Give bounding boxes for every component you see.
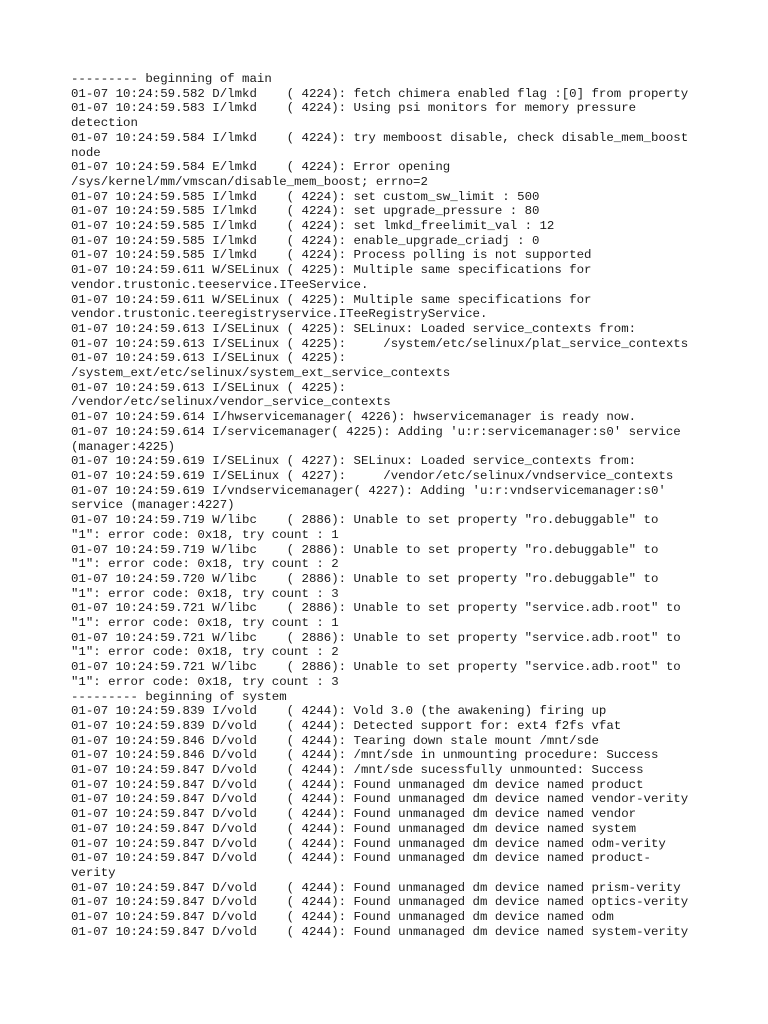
log-line: 01-07 10:24:59.719 W/libc ( 2886): Unable to set property "ro.debuggable" to bbox=[71, 542, 659, 557]
log-line: 01-07 10:24:59.585 I/lmkd ( 4224): enable_upgrade_criadj : 0 bbox=[71, 233, 540, 248]
log-line: 01-07 10:24:59.619 I/vndservicemanager( 4227): Adding 'u:r:vndservicemanager:s0' bbox=[71, 483, 666, 498]
log-line: 01-07 10:24:59.584 I/lmkd ( 4224): try memboost disable, check disable_mem_boost bbox=[71, 130, 689, 145]
log-line: 01-07 10:24:59.613 I/SELinux ( 4225): bbox=[71, 351, 347, 366]
log-line: "1": error code: 0x18, try count : 3 bbox=[71, 586, 339, 601]
log-line: "1": error code: 0x18, try count : 1 bbox=[71, 616, 339, 631]
log-line: 01-07 10:24:59.585 I/lmkd ( 4224): Process polling is not supported bbox=[71, 248, 592, 263]
log-line: 01-07 10:24:59.847 D/vold ( 4244): Found unmanaged dm device named odm bbox=[71, 910, 614, 925]
log-line: 01-07 10:24:59.846 D/vold ( 4244): Tearing down stale mount /mnt/sde bbox=[71, 733, 599, 748]
log-line: 01-07 10:24:59.614 I/hwservicemanager( 4226): hwservicemanager is ready now. bbox=[71, 410, 637, 425]
log-line: 01-07 10:24:59.847 D/vold ( 4244): Found unmanaged dm device named product bbox=[71, 777, 644, 792]
log-line: 01-07 10:24:59.611 W/SELinux ( 4225): Multiple same specifications for bbox=[71, 263, 592, 278]
log-line: /system_ext/etc/selinux/system_ext_service_contexts bbox=[71, 366, 451, 381]
log-line: 01-07 10:24:59.847 D/vold ( 4244): Found unmanaged dm device named system bbox=[71, 821, 637, 836]
log-line: 01-07 10:24:59.614 I/servicemanager( 4225): Adding 'u:r:servicemanager:s0' service bbox=[71, 424, 681, 439]
log-line: verity bbox=[71, 865, 116, 880]
log-line: "1": error code: 0x18, try count : 3 bbox=[71, 674, 339, 689]
log-line: (manager:4225) bbox=[71, 439, 176, 454]
log-line: 01-07 10:24:59.839 I/vold ( 4244): Vold 3.0 (the awakening) firing up bbox=[71, 704, 607, 719]
log-line: 01-07 10:24:59.721 W/libc ( 2886): Unable to set property "service.adb.root" to bbox=[71, 601, 681, 616]
log-line: vendor.trustonic.teeservice.ITeeService. bbox=[71, 277, 369, 292]
log-line: "1": error code: 0x18, try count : 2 bbox=[71, 645, 339, 660]
log-line: 01-07 10:24:59.847 D/vold ( 4244): Found unmanaged dm device named system-verity bbox=[71, 924, 689, 939]
log-line: 01-07 10:24:59.584 E/lmkd ( 4224): Error opening bbox=[71, 160, 451, 175]
log-line: detection bbox=[71, 116, 138, 131]
log-line: /vendor/etc/selinux/vendor_service_contexts bbox=[71, 395, 391, 410]
log-line: 01-07 10:24:59.847 D/vold ( 4244): Found unmanaged dm device named vendor-verity bbox=[71, 792, 689, 807]
log-line: 01-07 10:24:59.719 W/libc ( 2886): Unable to set property "ro.debuggable" to bbox=[71, 513, 659, 528]
log-line: 01-07 10:24:59.847 D/vold ( 4244): Found unmanaged dm device named vendor bbox=[71, 807, 637, 822]
log-line: 01-07 10:24:59.846 D/vold ( 4244): /mnt/sde in unmounting procedure: Success bbox=[71, 748, 659, 763]
log-line: 01-07 10:24:59.847 D/vold ( 4244): Found unmanaged dm device named optics-verity bbox=[71, 895, 689, 910]
log-line: 01-07 10:24:59.613 I/SELinux ( 4225): /system/etc/selinux/plat_service_contexts bbox=[71, 336, 689, 351]
log-line: 01-07 10:24:59.720 W/libc ( 2886): Unable to set property "ro.debuggable" to bbox=[71, 571, 659, 586]
log-line: 01-07 10:24:59.721 W/libc ( 2886): Unable to set property "service.adb.root" to bbox=[71, 660, 681, 675]
log-line: 01-07 10:24:59.847 D/vold ( 4244): /mnt/sde sucessfully unmounted: Success bbox=[71, 763, 644, 778]
log-line: 01-07 10:24:59.585 I/lmkd ( 4224): set custom_sw_limit : 500 bbox=[71, 189, 540, 204]
log-line: 01-07 10:24:59.585 I/lmkd ( 4224): set lmkd_freelimit_val : 12 bbox=[71, 219, 555, 234]
log-line: 01-07 10:24:59.721 W/libc ( 2886): Unable to set property "service.adb.root" to bbox=[71, 630, 681, 645]
log-line: 01-07 10:24:59.619 I/SELinux ( 4227): /vendor/etc/selinux/vndservice_contexts bbox=[71, 468, 674, 483]
log-line: 01-07 10:24:59.619 I/SELinux ( 4227): SELinux: Loaded service_contexts from: bbox=[71, 454, 637, 469]
log-line: 01-07 10:24:59.582 D/lmkd ( 4224): fetch chimera enabled flag :[0] from property bbox=[71, 86, 689, 101]
log-line: 01-07 10:24:59.613 I/SELinux ( 4225): bbox=[71, 380, 347, 395]
log-line: node bbox=[71, 145, 101, 160]
log-line: service (manager:4227) bbox=[71, 498, 235, 513]
log-line: 01-07 10:24:59.585 I/lmkd ( 4224): set upgrade_pressure : 80 bbox=[71, 204, 540, 219]
log-line: 01-07 10:24:59.611 W/SELinux ( 4225): Multiple same specifications for bbox=[71, 292, 592, 307]
log-section-header: --------- beginning of main bbox=[71, 72, 272, 86]
log-line: 01-07 10:24:59.847 D/vold ( 4244): Found unmanaged dm device named prism-verity bbox=[71, 880, 681, 895]
log-document bbox=[71, 72, 721, 939]
log-line: "1": error code: 0x18, try count : 2 bbox=[71, 557, 339, 572]
log-line: vendor.trustonic.teeregistryservice.ITeeRegistryService. bbox=[71, 307, 488, 322]
log-line: 01-07 10:24:59.847 D/vold ( 4244): Found unmanaged dm device named product- bbox=[71, 851, 651, 866]
log-line: 01-07 10:24:59.839 D/vold ( 4244): Detected support for: ext4 f2fs vfat bbox=[71, 718, 622, 733]
log-line: /sys/kernel/mm/vmscan/disable_mem_boost; errno=2 bbox=[71, 174, 428, 189]
log-line: 01-07 10:24:59.613 I/SELinux ( 4225): SELinux: Loaded service_contexts from: bbox=[71, 321, 637, 336]
log-line: 01-07 10:24:59.583 I/lmkd ( 4224): Using psi monitors for memory pressure bbox=[71, 101, 637, 116]
log-line: "1": error code: 0x18, try count : 1 bbox=[71, 527, 339, 542]
log-line: 01-07 10:24:59.847 D/vold ( 4244): Found unmanaged dm device named odm-verity bbox=[71, 836, 666, 851]
log-section-header: --------- beginning of system bbox=[71, 689, 287, 704]
